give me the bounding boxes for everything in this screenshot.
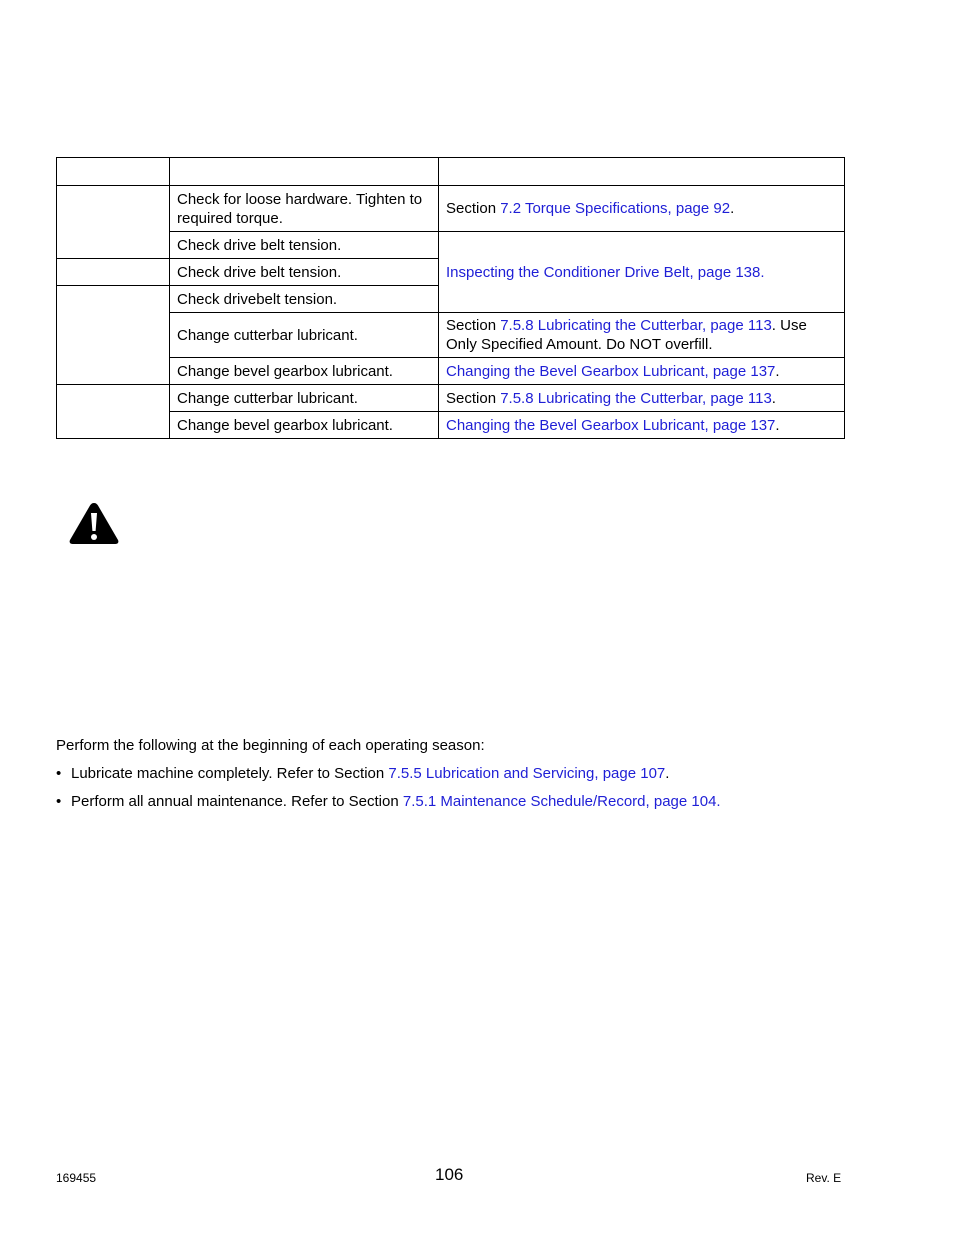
revision-label: Rev. E: [806, 1171, 842, 1185]
table-row: [57, 412, 845, 439]
header-cell-reference: [439, 158, 845, 186]
maintenance-schedule-link[interactable]: 7.5.1 Maintenance Schedule/Record, page 104.: [402, 793, 721, 810]
lubricating-cutterbar-link[interactable]: 7.5.8 Lubricating the Cutterbar, page 113: [500, 389, 772, 407]
task-cell: Check drivebelt tension.: [170, 286, 439, 313]
list-item-text: Perform all annual maintenance. Refer to Section: [71, 793, 403, 810]
task-cell: Change cutterbar lubricant.: [170, 313, 439, 358]
reference-suffix: .: [730, 200, 735, 217]
reference-cell: [439, 313, 845, 358]
bullet: •: [56, 765, 62, 782]
task-cell: Check for loose hardware. Tighten to required torque.: [170, 186, 439, 232]
reference-cell: [439, 358, 845, 385]
task-cell: Change bevel gearbox lubricant.: [170, 412, 439, 439]
interval-cell: [57, 286, 170, 385]
conditioner-drive-belt-link[interactable]: Inspecting the Conditioner Drive Belt, page 138.: [446, 263, 765, 281]
bevel-gearbox-lubricant-link[interactable]: Changing the Bevel Gearbox Lubricant, page 137: [446, 362, 776, 380]
list-item-text: Lubricate machine completely. Refer to Section: [71, 765, 389, 782]
table-header-row: [57, 158, 845, 186]
reference-suffix: . Use Only Specified Amount. Do NOT overfill.: [446, 317, 807, 353]
interval-cell: [57, 186, 170, 259]
list-item: [56, 764, 669, 783]
reference-prefix: Section: [446, 200, 501, 217]
torque-specifications-link[interactable]: 7.2 Torque Specifications, page 92: [500, 200, 731, 217]
reference-suffix: .: [775, 362, 780, 380]
lubrication-servicing-link[interactable]: 7.5.5 Lubrication and Servicing, page 107: [388, 765, 666, 782]
table-row: [57, 186, 845, 232]
bevel-gearbox-lubricant-link[interactable]: Changing the Bevel Gearbox Lubricant, page 137: [446, 416, 776, 434]
task-cell: Change cutterbar lubricant.: [170, 385, 439, 412]
lubricating-cutterbar-link[interactable]: 7.5.8 Lubricating the Cutterbar, page 113: [500, 317, 772, 334]
table-row: [57, 232, 845, 259]
list-item: [56, 792, 721, 811]
task-cell: Check drive belt tension.: [170, 259, 439, 286]
reference-prefix: Section: [446, 317, 501, 334]
document-number: 169455: [56, 1171, 97, 1185]
interval-cell: [57, 259, 170, 286]
header-cell-procedure: [170, 158, 439, 186]
list-item-suffix: .: [665, 765, 670, 782]
preseason-intro: Perform the following at the beginning of each operating season:: [56, 737, 485, 754]
reference-cell: [439, 412, 845, 439]
task-cell: Change bevel gearbox lubricant.: [170, 358, 439, 385]
reference-cell: [439, 232, 845, 313]
page-number: 106: [435, 1165, 464, 1184]
warning-triangle-icon: [68, 500, 120, 546]
reference-cell: [439, 385, 845, 412]
table-row: [57, 358, 845, 385]
maintenance-schedule-table: [56, 157, 845, 439]
table-row: [57, 313, 845, 358]
interval-cell: [57, 385, 170, 439]
task-cell: Check drive belt tension.: [170, 232, 439, 259]
table-row: [57, 385, 845, 412]
header-cell-interval: [57, 158, 170, 186]
reference-prefix: Section: [446, 389, 501, 407]
reference-cell: [439, 186, 845, 232]
bullet: •: [56, 793, 62, 810]
reference-suffix: .: [775, 416, 780, 434]
reference-suffix: .: [771, 389, 776, 407]
